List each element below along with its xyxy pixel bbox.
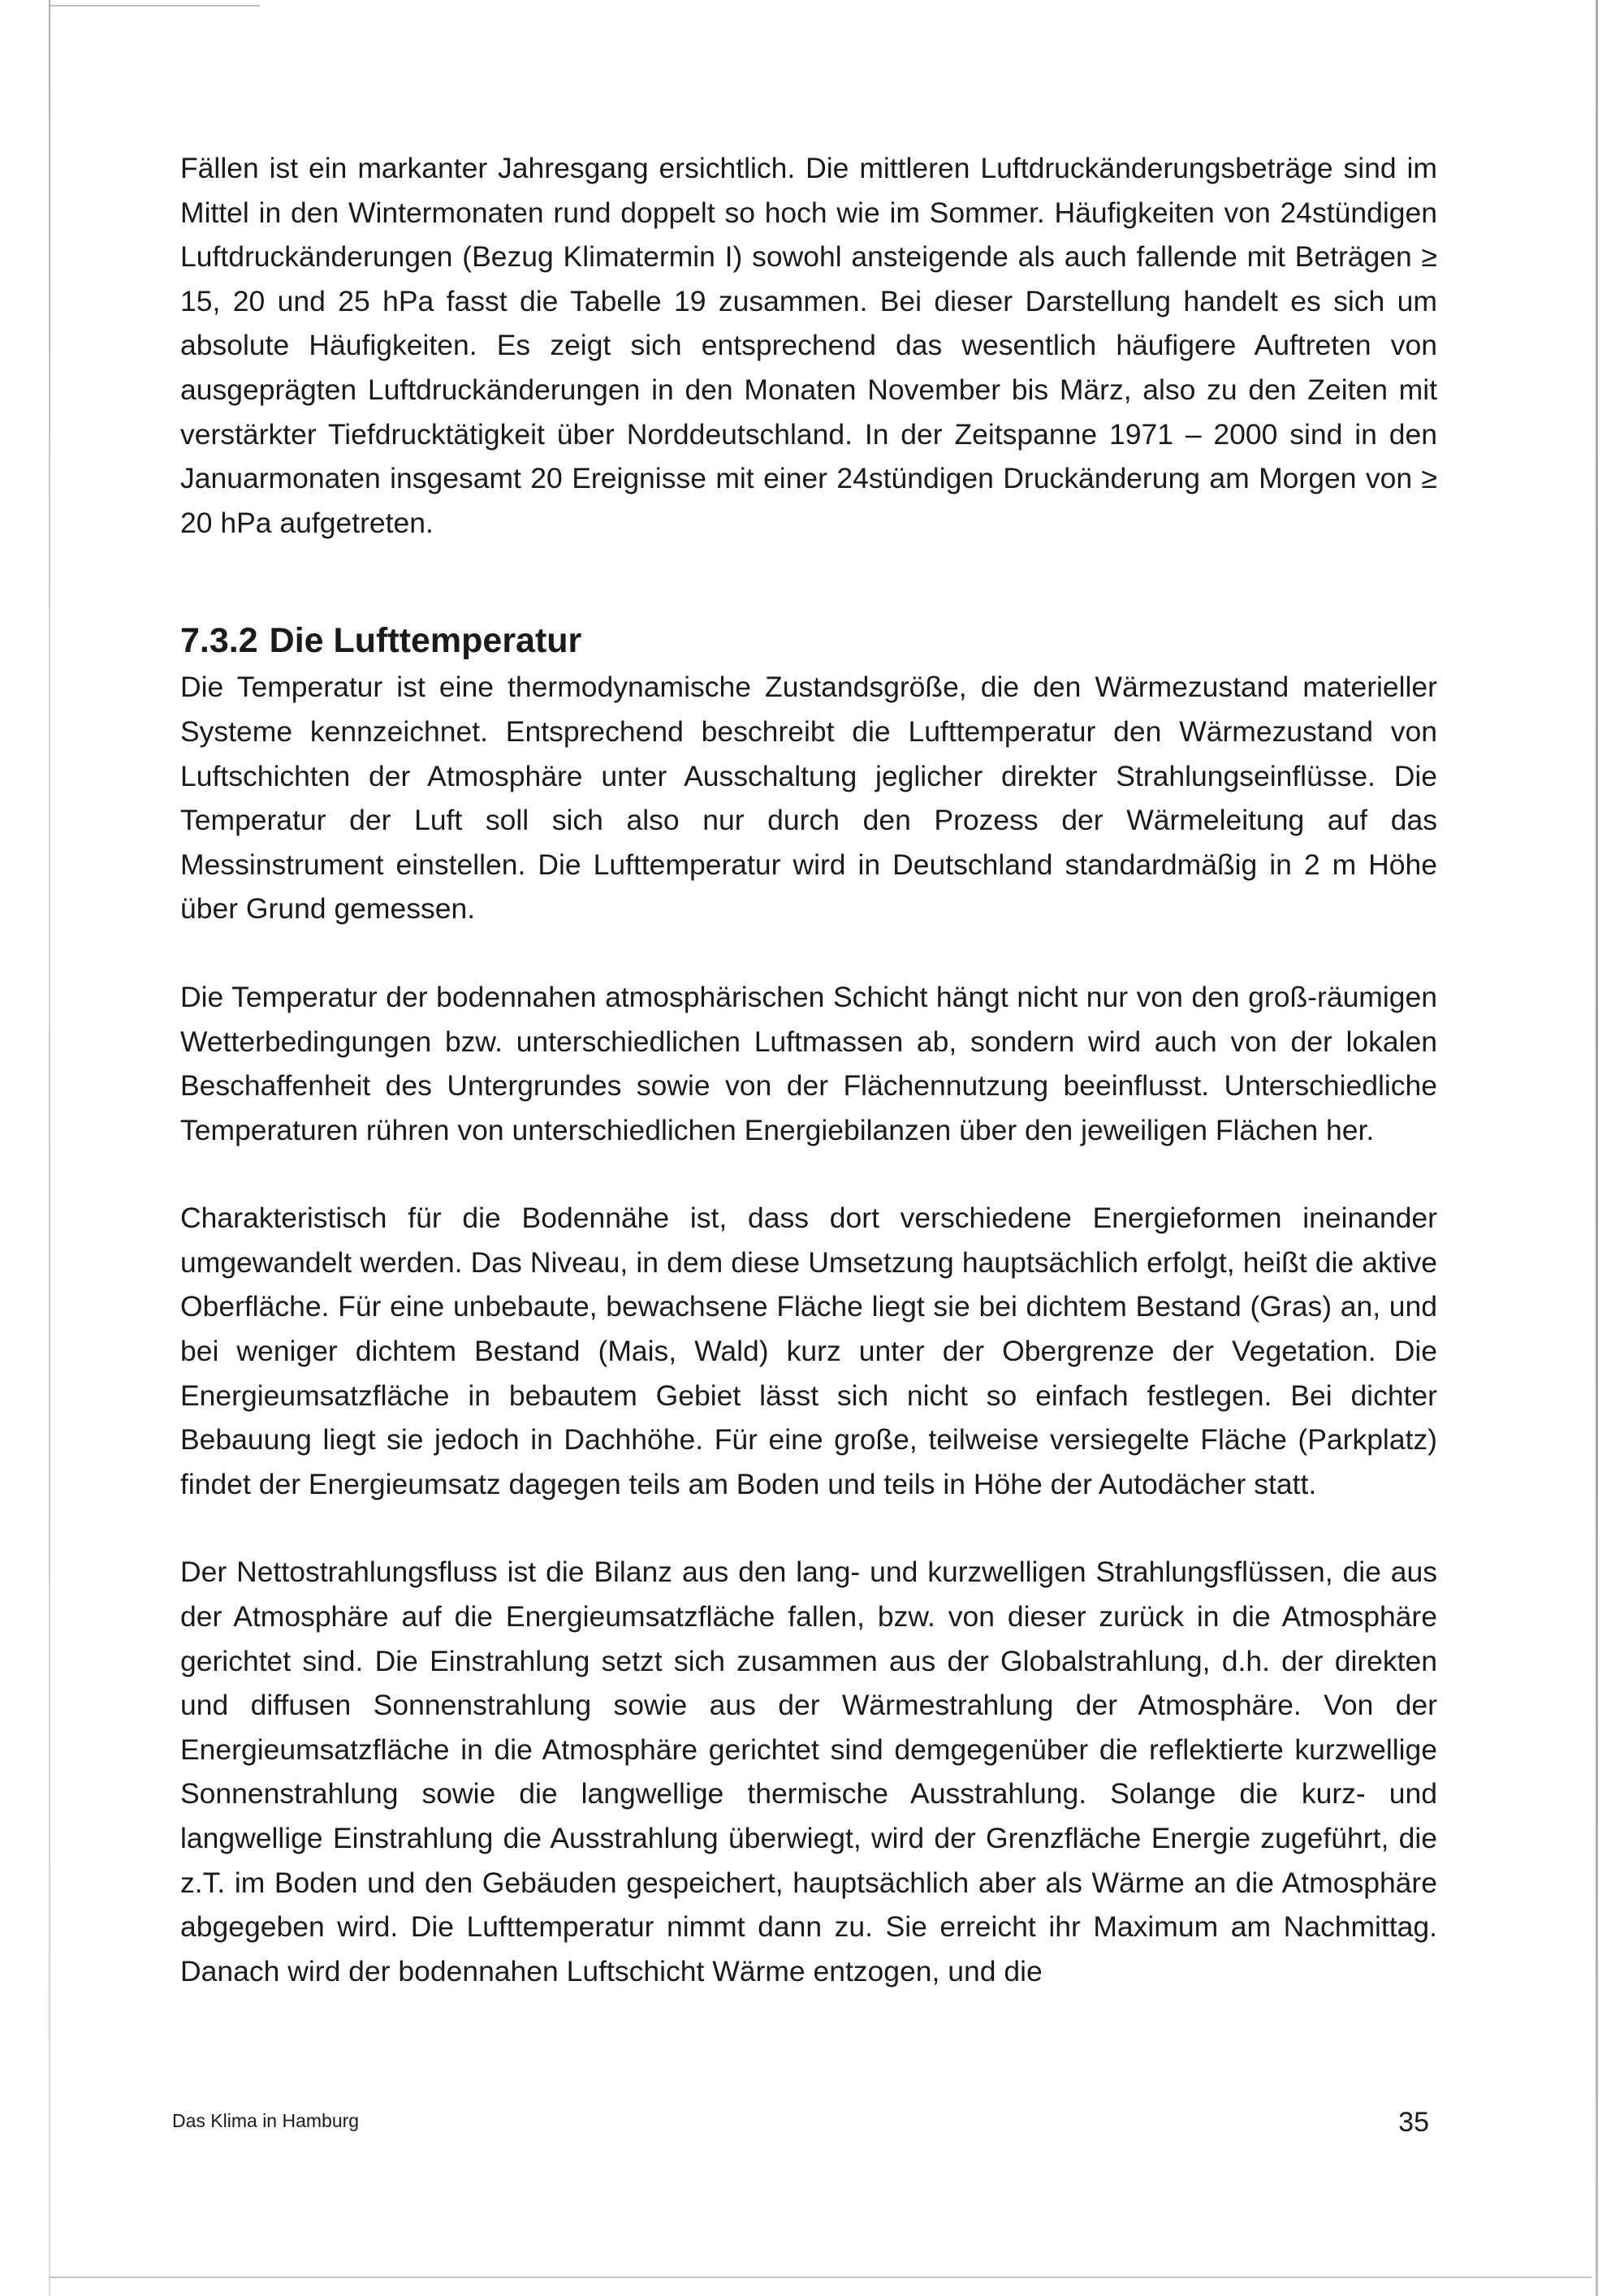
paragraph-intro: Fällen ist ein markanter Jahresgang ersichtlich. Die mittleren Luftdruckänderungsbeträge sind im Mittel in den Wintermonaten rund doppelt so hoch wie im Sommer. Häufigkeiten von 24stündigen Luftdruckänderungen (Bezug Klimatermin I) sowohl ansteigende als auch fallende mit Beträgen ≥ 15, 20 und 25 hPa fasst die Tabelle 19 zusammen. Bei dieser Darstellung handelt es sich um absolute Häufigkeiten. Es zeigt sich entsprechend das wesentlich häufigere Auftreten von ausgeprägten Luftdruckänderungen in den Monaten November bis März, also zu den Zeiten mit verstärkter Tiefdrucktätigkeit über Norddeutschland. In der Zeitspanne 1971 – 2000 sind in den Januarmonaten insgesamt 20 Ereignisse mit einer 24stündigen Druckänderung am Morgen von ≥ 20 hPa aufgetreten. (180, 152, 1437, 539)
scan-edge-bottom (49, 2277, 1592, 2278)
scan-edge-top (49, 5, 260, 6)
paragraph-surface-influence: Die Temperatur der bodennahen atmosphärischen Schicht hängt nicht nur von den groß-räumigen Wetterbedingungen bzw. unterschiedlichen Luftmassen ab, sondern wird auch von der lokalen Beschaffenheit des Untergrundes sowie von der Flächennutzung beeinflusst. Unterschiedliche Temperaturen rühren von unterschiedlichen Energiebilanzen über den jeweiligen Flächen her. (180, 980, 1437, 1146)
scan-edge-left (49, 0, 50, 2296)
page-footer (172, 2107, 1429, 2139)
section-number: 7.3.2 (180, 621, 258, 661)
paragraph-net-radiation: Der Nettostrahlungsfluss ist die Bilanz aus den lang- und kurzwelligen Strahlungsflüssen, die aus der Atmosphäre auf die Energieumsatzfläche fallen, bzw. von dieser zurück in die Atmosphäre gerichtet sind. Die Einstrahlung setzt sich zusammen aus der Globalstrahlung, d.h. der direkten und diffusen Sonnenstrahlung sowie aus der Wärmestrahlung der Atmosphäre. Von der Energieumsatzfläche in die Atmosphäre gerichtet sind demgegenüber die reflektierte kurzwellige Sonnenstrahlung sowie die langwellige thermische Ausstrahlung. Solange die kurz- und langwellige Einstrahlung die Ausstrahlung überwiegt, wird der Grenzfläche Energie zugeführt, die z.T. im Boden und den Gebäuden gespeichert, hauptsächlich aber als Wärme an die Atmosphäre abgegeben wird. Die Lufttemperatur nimmt dann zu. Sie erreicht ihr Maximum am Nachmittag. Danach wird der bodennahen Luftschicht Wärme entzogen, und die (180, 1556, 1437, 1987)
section-title: Die Lufttemperatur (269, 621, 582, 661)
footer-title: Das Klima in Hamburg (172, 2110, 360, 2131)
scan-edge-right (1596, 0, 1598, 2296)
section-heading (180, 616, 1437, 665)
page-number: 35 (1398, 2107, 1429, 2138)
paragraph-active-surface: Charakteristisch für die Bodennähe ist, dass dort verschiedene Energieformen ineinander umgewandelt werden. Das Niveau, in dem diese Umsetzung hauptsächlich erfolgt, heißt die aktive Oberfläche. Für eine unbebaute, bewachsene Fläche liegt sie bei dichtem Bestand (Gras) an, und bei weniger dichtem Bestand (Mais, Wald) kurz unter der Obergrenze der Vegetation. Die Energieumsatzfläche in bebautem Gebiet lässt sich nicht so einfach festlegen. Bei dichter Bebauung liegt sie jedoch in Dachhöhe. Für eine große, teilweise versiegelte Fläche (Parkplatz) findet der Energieumsatz dagegen teils am Boden und teils in Höhe der Autodächer statt. (180, 1202, 1437, 1500)
page-content (180, 146, 1437, 1993)
paragraph-temperature-definition: Die Temperatur ist eine thermodynamische Zustandsgröße, die den Wärmezustand materieller Systeme kennzeichnet. Entsprechend beschreibt die Lufttemperatur den Wärmezustand von Luftschichten der Atmosphäre unter Ausschaltung jeglicher direkter Strahlungseinflüsse. Die Temperatur der Luft soll sich also nur durch den Prozess der Wärmeleitung auf das Messinstrument einstellen. Die Lufttemperatur wird in Deutschland standardmäßig in 2 m Höhe über Grund gemessen. (180, 671, 1437, 926)
